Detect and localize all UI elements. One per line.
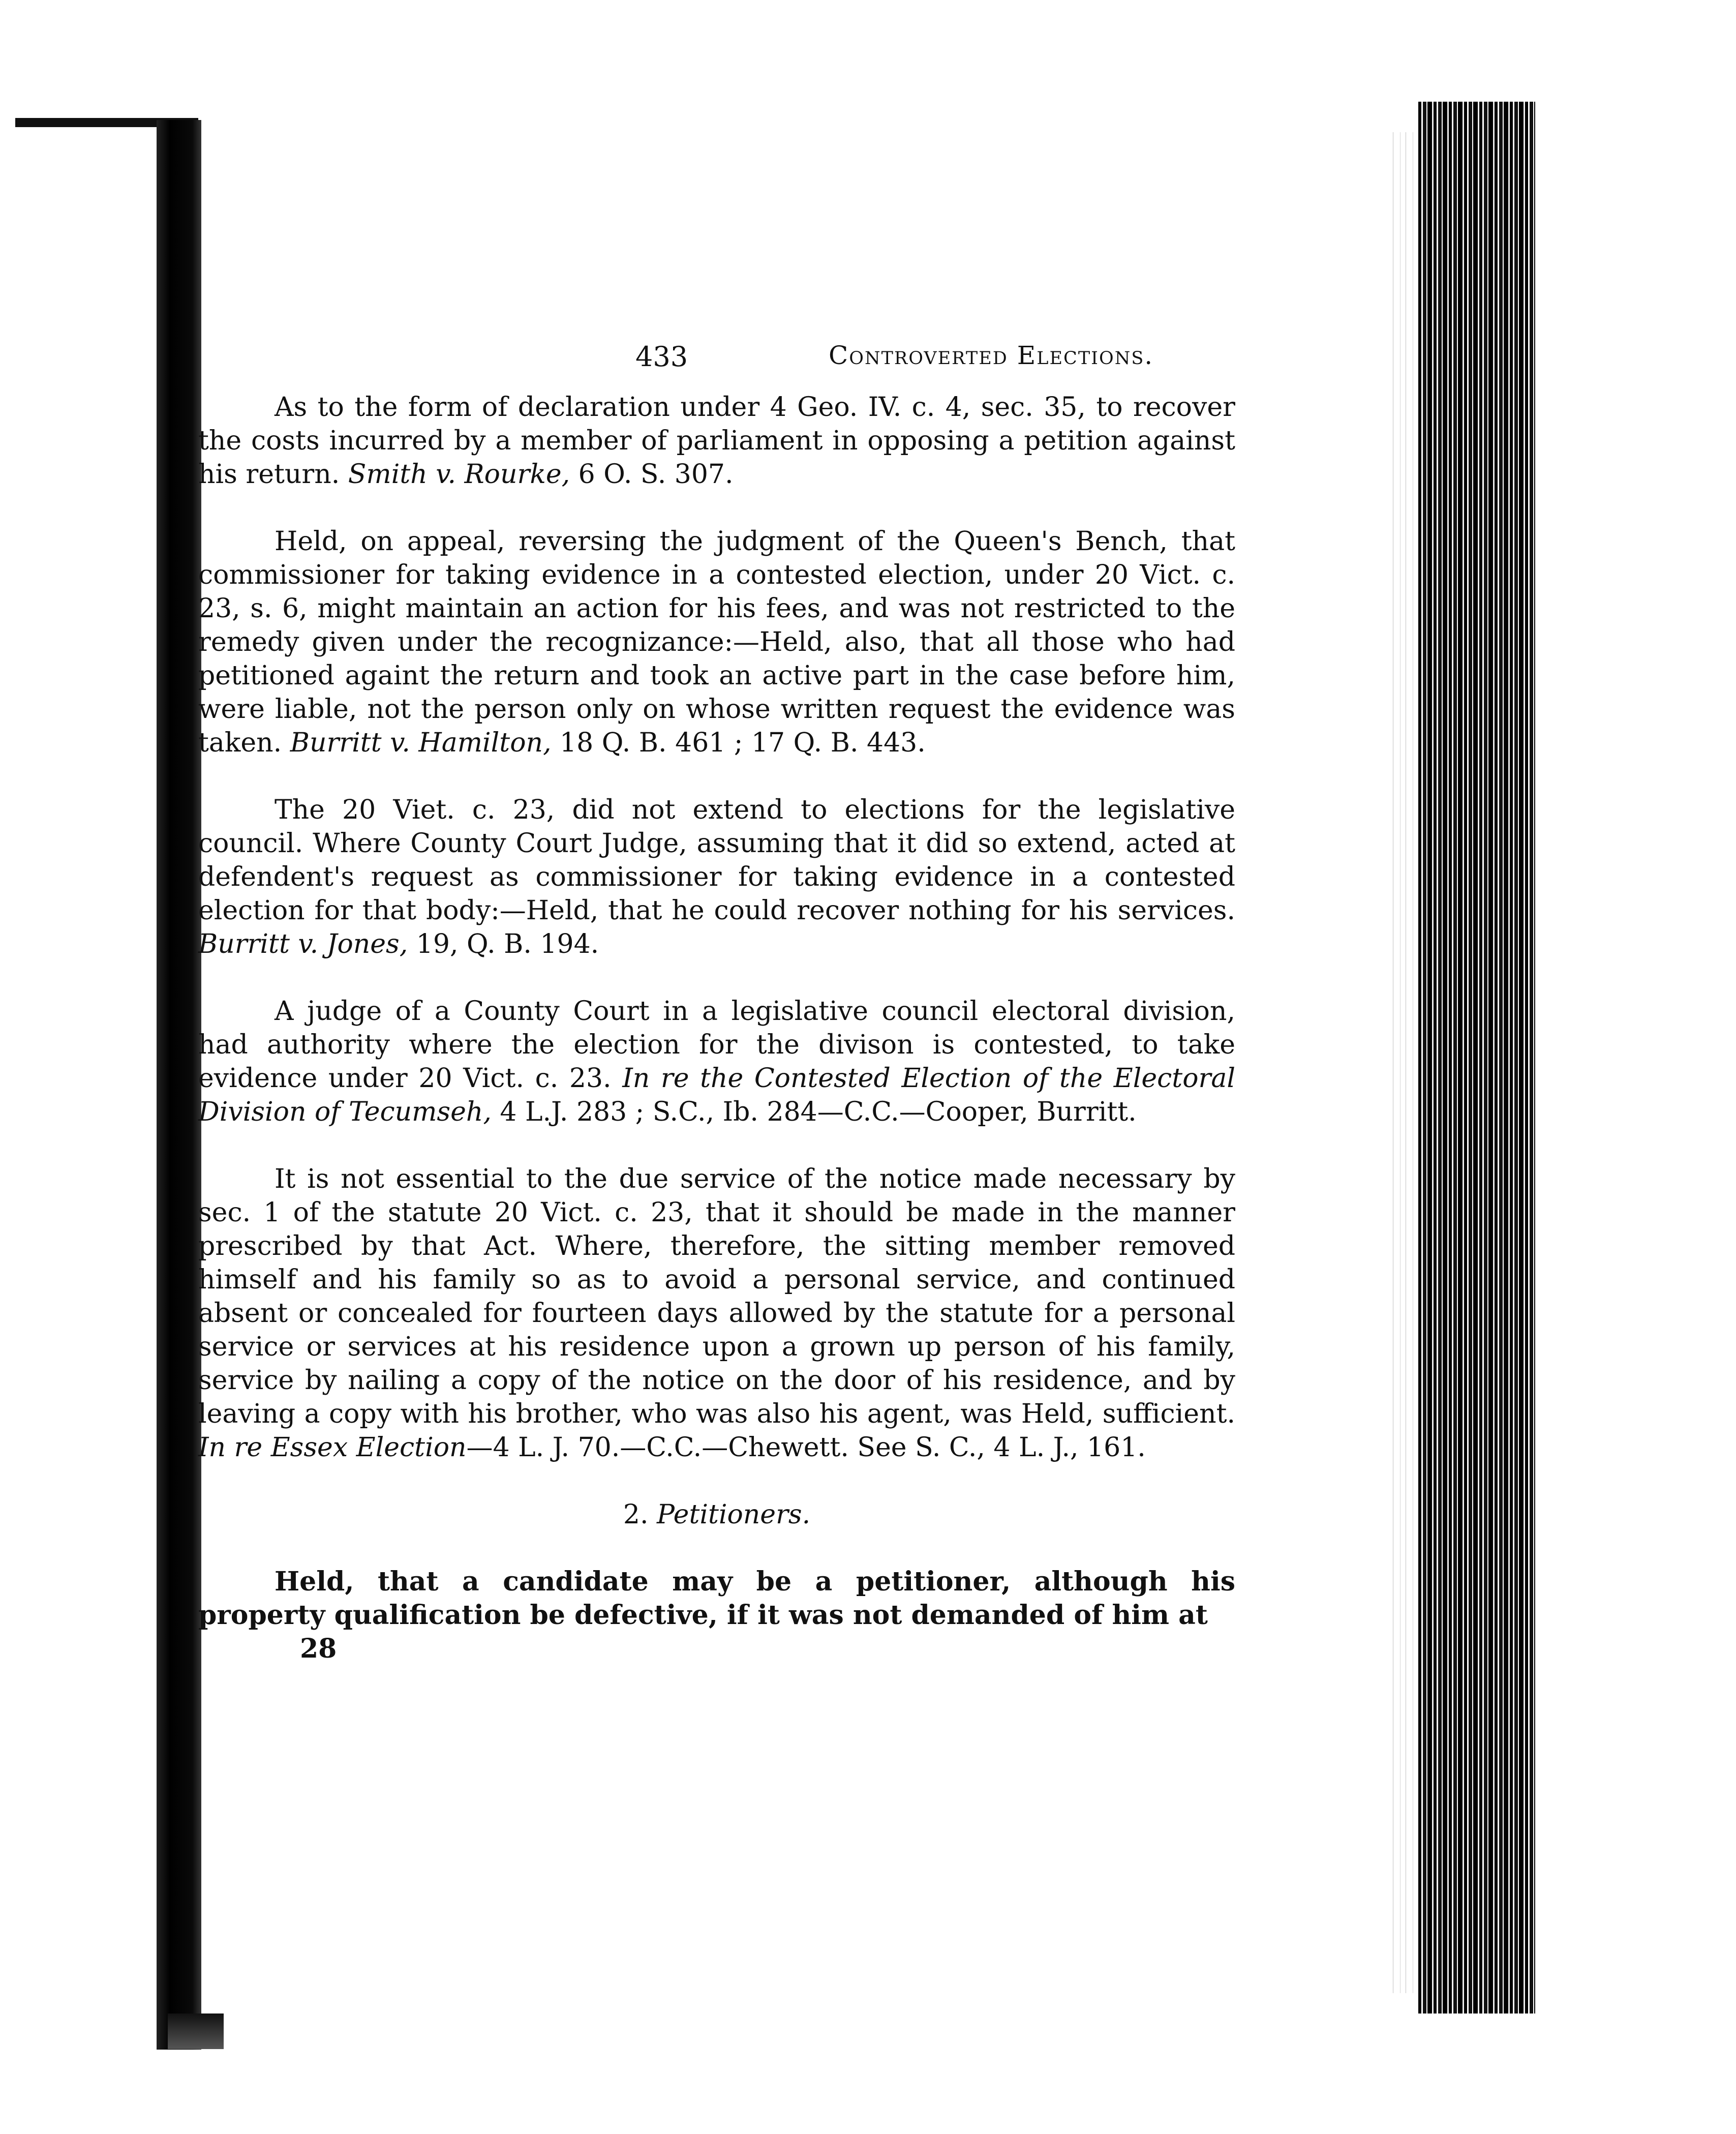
running-title: Controverted Elections. <box>829 341 1154 370</box>
section-heading <box>198 1498 1235 1531</box>
citation-reference: 18 Q. B. 461 ; 17 Q. B. 443. <box>551 728 926 758</box>
paragraph-text: It is not essential to the due service of the notice made necessary by sec. 1 of the statute 20 Vict. c. 23, that it should be made in the manner prescribed by that Act. Where, therefore, the sitting member removed himself and his family so as to avoid a personal service, and continued absent or concealed for fourteen days allowed by the statute for a personal service or services at his residence upon a grown up person of his family, service by nailing a copy of the notice on the door of his residence, and by leaving a copy with his brother, who was also his agent, was Held, sufficient. <box>198 1164 1235 1429</box>
paragraph-2 <box>198 525 1235 760</box>
citation-reference: —4 L. J. 70.—C.C.—Chewett. See S. C., 4 L. J., 161. <box>466 1432 1146 1463</box>
citation-reference: 19, Q. B. 194. <box>408 929 599 959</box>
paragraph-1 <box>198 390 1235 491</box>
case-citation: In re Essex Election <box>198 1432 467 1463</box>
case-citation: Burritt v. Jones, <box>198 929 408 959</box>
paragraph-text: Held, on appeal, reversing the judgment of the Queen's Bench, that commissioner for taking evidence in a contested election, under 20 Vict. c. 23, s. 6, might maintain an action for his fees, and was not restricted to the remedy given under the recognizance:—Held, also, that all those who had petitioned againt the return and took an active part in the case before him, were liable, not the person only on whose written request the evidence was taken. <box>198 526 1235 758</box>
paragraph-4 <box>198 995 1235 1129</box>
binding-edge-bottom <box>168 2013 224 2049</box>
paragraph-5 <box>198 1162 1235 1464</box>
case-citation: In re the Contested Election of the Electoral Division of Tecumseh, <box>198 1063 1235 1127</box>
running-head <box>198 325 1235 376</box>
paragraph-3 <box>198 793 1235 961</box>
section-number: 2. <box>623 1499 649 1530</box>
citation-reference: 4 L.J. 283 ; S.C., Ib. 284—C.C.—Cooper, Burritt. <box>491 1097 1137 1127</box>
paragraph-text: A judge of a County Court in a legislative council electoral division, had authority where the election for the divison is contested, to take evidence under 20 Vict. c. 23. <box>198 996 1235 1094</box>
paragraph-text: Held, that a candidate may be a petitioner, although his property qualification be defective, if it was not demanded of him at <box>198 1566 1235 1631</box>
signature-mark: 28 <box>300 1633 337 1664</box>
case-citation: Smith v. Rourke, <box>348 459 570 490</box>
case-citation: Burritt v. Hamilton, <box>290 728 552 758</box>
citation-reference: 6 O. S. 307. <box>570 459 734 490</box>
paragraph-text: As to the form of declaration under 4 Geo. IV. c. 4, sec. 35, to recover the costs incurred by a member of parliament in opposing a petition against his return. <box>198 392 1235 490</box>
binding-shadow <box>157 120 201 2050</box>
page-number: 433 <box>635 341 688 373</box>
book-page <box>198 325 1235 1666</box>
paragraph-6 <box>198 1565 1235 1632</box>
section-title: Petitioners. <box>657 1499 811 1530</box>
page-edges <box>1418 102 1535 2013</box>
paragraph-text: The 20 Viet. c. 23, did not extend to elections for the legislative council. Where County Court Judge, assuming that it did so extend, acted at defendent's request as commissioner for taking evidence in a contested election for that body:—Held, that he could recover nothing for his services. <box>198 795 1235 926</box>
